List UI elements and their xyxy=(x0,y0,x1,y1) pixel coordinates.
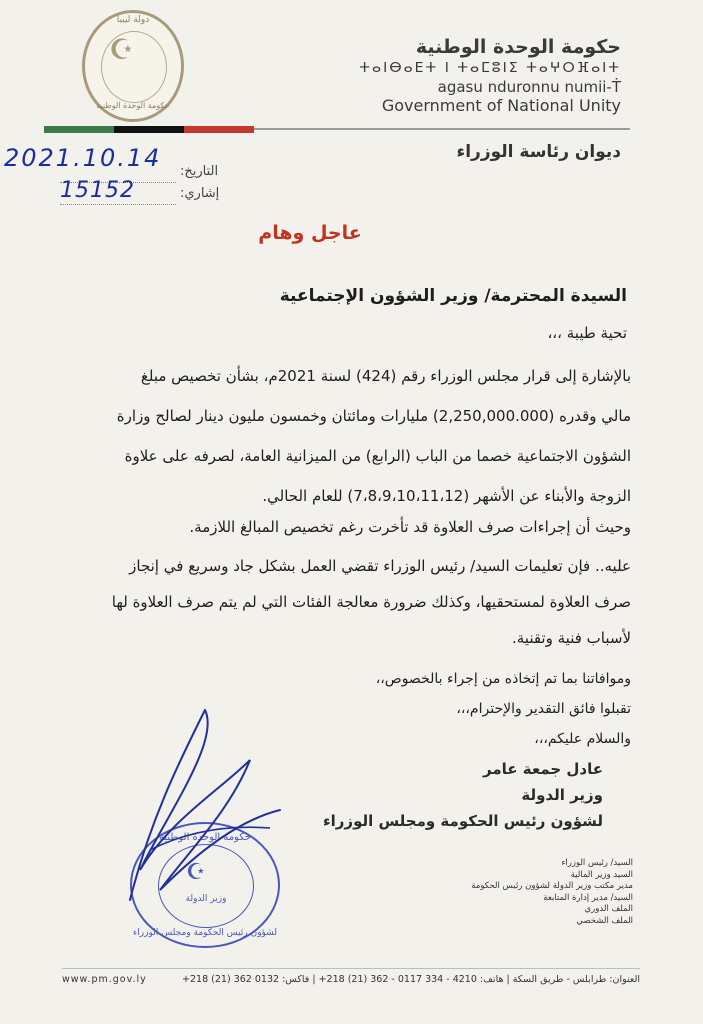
cc-item: الملف الدوري xyxy=(584,904,633,914)
government-emblem xyxy=(82,10,184,122)
flag-black-segment xyxy=(114,126,184,133)
signatory-title-2: لشؤون رئيس الحكومة ومجلس الوزراء xyxy=(322,812,603,830)
signatory-title-1: وزير الدولة xyxy=(521,786,603,804)
emblem-top-text: دولة ليبيا xyxy=(116,15,150,25)
body-paragraph-1: بالإشارة إلى قرار مجلس الوزراء رقم (424) لسنة 2021م، بشأن تخصيص مبلغ مالي وقدره (2,250,000.000) مليارات ومائتان وخمسون مليون دينار لصالح وزارة الشؤون الاجتماعية خصما من الباب (الرابع) من الميزانية العامة، لصرفه على علاوة الزوجة والأبناء عن الأشهر (7،8،9،10،11،12) للعام الحالي. xyxy=(116,367,631,505)
handwritten-date: 2021.10.14 xyxy=(4,144,162,172)
header-divider xyxy=(254,128,630,130)
reference-dotted-line xyxy=(60,204,176,205)
closing-line-2: تقبلوا فائق التقدير والإحترام،،، xyxy=(456,701,631,717)
stamp-inner-text: وزير الدولة xyxy=(185,894,227,904)
footer-address: العنوان: طرابلس - طريق السكة | هاتف: 4210 - 334 0117 - 362 (21) 218+ | فاكس: 0132 362 (21) 218+ xyxy=(182,974,640,985)
body-paragraph-3: عليه.. فإن تعليمات السيد/ رئيس الوزراء تقضي العمل بشكل جاد وسريع في إنجاز صرف العلاوة لمستحقيها، وكذلك ضرورة معالجة الفئات التي لم يتم صرف العلاوة لها لأسباب فنية وتقنية. xyxy=(111,557,631,647)
cc-list xyxy=(423,858,633,927)
emblem-bottom-text: حكومة الوحدة الوطنية xyxy=(96,101,170,110)
handwritten-signature xyxy=(110,700,310,920)
recipient-line: السيدة المحترمة/ وزير الشؤون الإجتماعية xyxy=(279,286,627,306)
handwritten-reference: 15152 xyxy=(60,178,135,203)
government-name-amazigh: agasu nduronnu numii-Ṫ xyxy=(437,78,621,96)
government-name-tifinagh: ⵜⴰⵏⴱⴰⴹⵜ ⵏ ⵜⴰⵎⵓⵏⵉ ⵜⴰⵖⵔⴼⴰⵏⵜ xyxy=(359,60,621,76)
reference-label: إشاري: xyxy=(180,186,220,201)
stamp-bottom-text: لشؤون رئيس الحكومة ومجلس الوزراء xyxy=(133,928,277,938)
closing-line-3: والسلام عليكم،،، xyxy=(534,731,631,747)
footer-divider xyxy=(62,968,640,969)
crescent-star-icon: ☪ xyxy=(109,33,135,66)
cc-item: السيد/ مدير إدارة المتابعة xyxy=(543,892,633,903)
cc-item: السيد/ رئيس الوزراء xyxy=(561,858,633,868)
government-name-arabic: حكومة الوحدة الوطنية xyxy=(415,36,621,58)
closing-line-1: وموافاتنا بما تم إتخاذه من إجراء بالخصوص،، xyxy=(375,671,631,687)
urgency-heading: عاجل وهام xyxy=(258,222,362,244)
office-name: ديوان رئاسة الوزراء xyxy=(456,142,621,162)
stamp-crescent-icon: ☪ xyxy=(186,860,206,885)
body-paragraph-2: وحيث أن إجراءات صرف العلاوة قد تأخرت رغم تخصيص المبالغ اللازمة. xyxy=(189,518,631,536)
date-label: التاريخ: xyxy=(180,164,219,179)
signatory-name: عادل جمعة عامر xyxy=(483,760,603,778)
footer-website: www.pm.gov.ly xyxy=(62,974,147,985)
cc-item: الملف الشخصي xyxy=(576,915,633,926)
government-name-english: Government of National Unity xyxy=(381,96,621,115)
flag-green-segment xyxy=(44,126,114,133)
cc-item: السيد وزير المالية xyxy=(570,869,633,880)
greeting-line: تحية طيبة ،،، xyxy=(547,324,627,342)
flag-color-bar xyxy=(44,126,630,133)
flag-red-segment xyxy=(184,126,254,133)
cc-item: مدير مكتب وزير الدولة لشؤون رئيس الحكومة xyxy=(471,881,633,891)
stamp-top-text: حكومة الوحدة الوطنية xyxy=(159,832,251,843)
